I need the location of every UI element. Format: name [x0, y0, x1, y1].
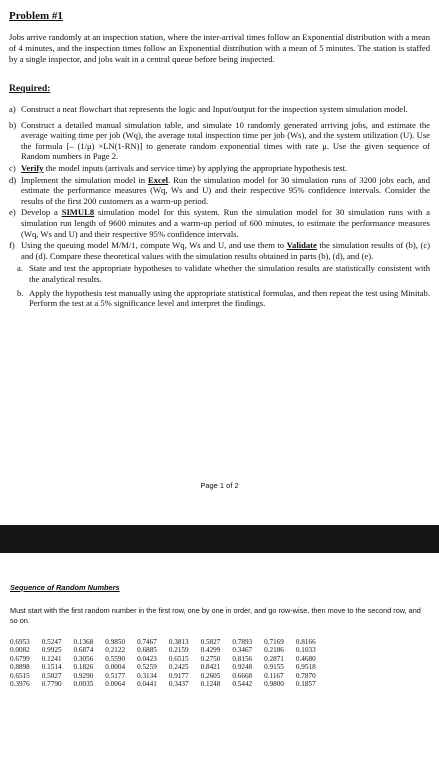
problem-title: Problem #1 [9, 10, 63, 22]
random-number-cell: 0.0441 [137, 680, 157, 689]
question-text: Construct a detailed manual simulation table, and simulate 10 randomly generated arriving jobs, and estimate the average waiting time per job (Wq), the average total inspection time per job (Ws), and the system utilization (U). Use the formula [– (1/μ) ×LN(1-RN)] to generate random exponential times with rate μ. Use the given sequence of Random numbers in Page 2. [21, 119, 430, 162]
subitem-text: Apply the hypothesis test manually using the appropriate statistical formulas, and then repeat the test using Minitab. Perform the test at a 5% significance level and interpret the findings. [29, 287, 430, 309]
random-number-cell: 0.6953 [10, 638, 30, 646]
random-number-cell: 0.3813 [168, 638, 189, 646]
table-row [10, 672, 328, 680]
random-number-cell: 0.0004 [105, 663, 126, 672]
random-number-cell: 0.2605 [200, 671, 221, 680]
random-number-cell: 0.6515 [10, 671, 30, 680]
question-label: a) [9, 104, 16, 114]
random-number-cell: 0.1167 [264, 671, 284, 680]
random-number-cell: 0.0064 [105, 680, 126, 689]
random-number-cell: 0.2122 [105, 646, 126, 655]
question-text: . Run the simulation model for 30 simulation runs of 3200 jobs each, and estimate the performance measures (Wq, Ws and U) and their respective 95% confidence intervals. Consider the results of the first 200 customers as a warm-up period. [21, 174, 430, 206]
question-body [21, 163, 430, 174]
random-number-cell: 0.5247 [41, 638, 62, 646]
subitem-a [17, 263, 430, 284]
page-divider [0, 525, 439, 553]
random-number-cell: 0.9290 [73, 671, 94, 680]
random-number-cell: 0.9155 [264, 663, 284, 672]
question-label: d) [9, 174, 17, 185]
random-number-cell: 0.2871 [264, 654, 284, 663]
random-number-cell: 0.2750 [200, 654, 221, 663]
random-number-cell: 0.8166 [295, 638, 316, 646]
question-c [9, 163, 430, 174]
question-list [9, 104, 430, 261]
question-text: simulation model for this system. Run the simulation model for 30 simulation runs with a simulation run length of 9600 minutes and a warm-up period of 600 minutes, to estimate the performance measures (Wq, Ws and U) and their respective 95% confidence intervals. [21, 207, 430, 239]
random-number-cell: 0.2186 [264, 646, 284, 655]
random-number-cell: 0.1241 [41, 654, 62, 663]
subitem-label: a. [17, 263, 23, 274]
random-number-cell: 0.9800 [264, 680, 284, 689]
required-heading: Required: [9, 83, 51, 94]
random-number-cell: 0.4680 [295, 654, 316, 663]
question-label: b) [9, 119, 17, 130]
random-number-cell: 0.0082 [10, 646, 30, 655]
random-number-cell: 0.1368 [73, 638, 94, 646]
random-number-cell: 0.1514 [41, 663, 62, 672]
random-number-cell: 0.5590 [105, 654, 126, 663]
page-number: Page 1 of 2 [200, 481, 239, 490]
random-number-cell: 0.9518 [295, 663, 316, 672]
question-body [21, 175, 430, 207]
random-number-cell: 0.1826 [73, 663, 94, 672]
random-number-cell: 0.6668 [232, 671, 253, 680]
random-number-cell: 0.3976 [10, 680, 30, 689]
problem-intro: Jobs arrive randomly at an inspection station, where the inter-arrival times follow an Exponential distribution with a mean of 4 minutes, and the inspection times follow an Exponential distribution with a mean of 5 minutes. The station is staffed by a single inspector, and jobs wait in a central queue before being inspected. [9, 32, 430, 64]
question-label: e) [9, 207, 16, 218]
random-number-cell: 0.2159 [168, 646, 189, 655]
random-number-cell: 0.3467 [232, 646, 253, 655]
random-number-cell: 0.7790 [41, 680, 62, 689]
question-body [21, 240, 430, 261]
random-number-table [10, 638, 328, 688]
question-text: Construct a neat flowchart that represents the logic and Input/output for the inspection system simulation model. [21, 104, 408, 114]
question-body [21, 207, 430, 239]
table-row [10, 638, 328, 646]
question-label: c) [9, 162, 16, 173]
random-number-cell: 0.8898 [10, 663, 30, 672]
random-number-cell: 0.9248 [232, 663, 253, 672]
random-number-cell: 0.6885 [137, 646, 157, 655]
random-number-cell: 0.5442 [232, 680, 253, 689]
random-number-cell: 0.6874 [73, 646, 94, 655]
random-number-cell: 0.6515 [168, 654, 189, 663]
question-keyword: SIMUL8 [61, 207, 95, 218]
random-number-cell: 0.9925 [41, 646, 62, 655]
random-number-cell: 0.1248 [200, 680, 221, 689]
question-keyword: Validate [286, 240, 317, 251]
random-number-cell: 0.9177 [168, 671, 189, 680]
question-prefix: Implement the simulation model in [21, 174, 148, 185]
random-number-cell: 0.9850 [105, 638, 126, 646]
question-b [9, 120, 430, 162]
document-page-2 [0, 553, 439, 783]
sequence-instruction: Must start with the first random number in the first row, one by one in order, and go row-wise, then move to the second row, and so on. [10, 606, 421, 625]
random-number-cell: 0.5027 [41, 671, 62, 680]
random-number-cell: 0.1857 [295, 680, 316, 689]
question-text: the simulation results of (b), (c) and (d). Compare these theoretical values with the simulation results obtained in parts (b), (d), and (e). [21, 240, 430, 261]
random-number-cell: 0.7870 [295, 671, 316, 680]
table-row [10, 680, 328, 688]
question-keyword: Excel [148, 174, 169, 185]
question-e [9, 207, 430, 239]
question-keyword: Verify [21, 162, 44, 173]
table-row [10, 655, 328, 663]
random-number-cell: 0.7893 [232, 638, 253, 646]
table-row [10, 663, 328, 671]
random-number-cell: 0.0035 [73, 680, 94, 689]
sequence-title: Sequence of Random Numbers [10, 583, 120, 592]
random-number-cell: 0.8156 [232, 654, 253, 663]
subitem-b [17, 288, 430, 309]
random-number-cell: 0.5259 [137, 663, 157, 672]
random-number-cell: 0.3134 [137, 671, 157, 680]
question-text: the model inputs (arrivals and service time) by applying the appropriate hypothesis test. [43, 162, 348, 173]
random-number-cell: 0.1033 [295, 646, 316, 655]
random-number-cell: 0.6799 [10, 654, 30, 663]
random-number-cell: 0.3437 [168, 680, 189, 689]
random-number-cell: 0.5177 [105, 671, 126, 680]
question-label: f) [9, 240, 15, 251]
random-number-cell: 0.2425 [168, 663, 189, 672]
random-number-cell: 0.4299 [200, 646, 221, 655]
question-d [9, 175, 430, 207]
question-prefix: Using the queuing model M/M/1, compute Wq, Ws and U, and use them to [21, 240, 287, 251]
random-number-cell: 0.5827 [200, 638, 221, 646]
random-number-cell: 0.3056 [73, 654, 94, 663]
question-a [9, 104, 430, 115]
subitem-label: b. [17, 287, 24, 298]
random-number-cell: 0.7169 [264, 638, 284, 646]
table-row [10, 646, 328, 654]
question-f [9, 240, 430, 261]
random-number-cell: 0.8421 [200, 663, 221, 672]
random-number-cell: 0.7467 [137, 638, 157, 646]
subitem-text: State and test the appropriate hypotheses to validate whether the simulation results are statistically consistent with the analytical results. [29, 263, 430, 284]
question-prefix: Develop a [21, 207, 62, 218]
random-number-cell: 0.0423 [137, 654, 157, 663]
